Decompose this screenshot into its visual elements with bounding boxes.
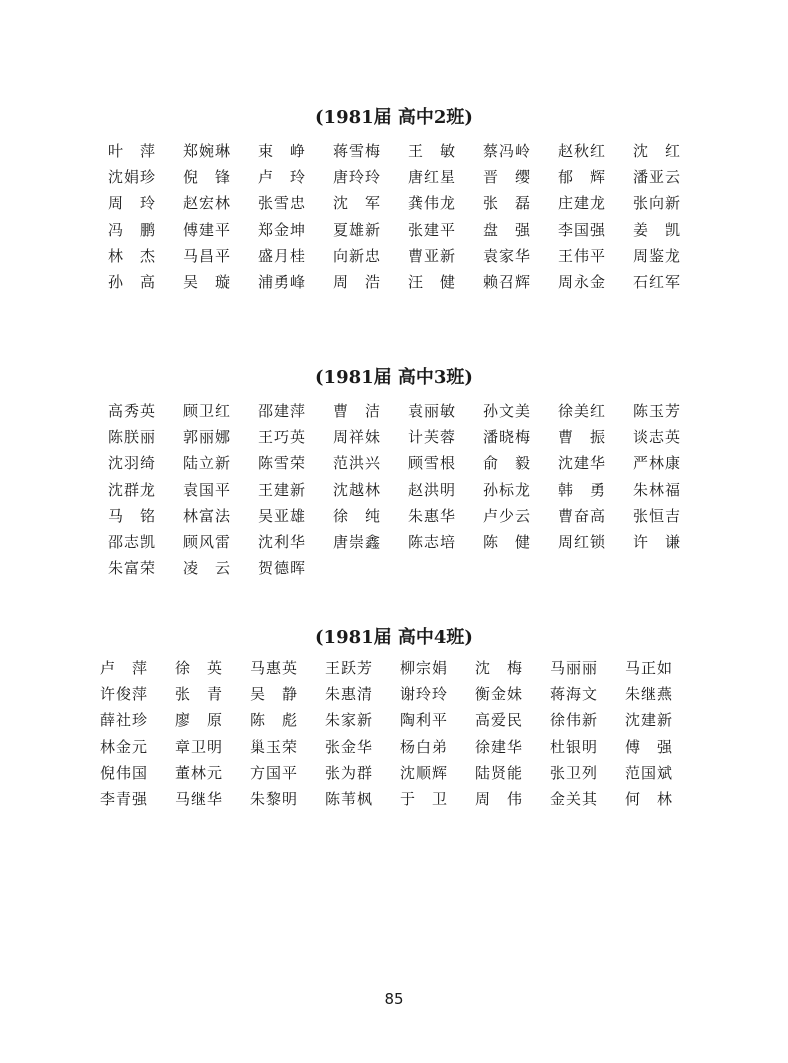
class-4-name-grid [100, 657, 700, 814]
student-name: 龚伟龙 [408, 194, 457, 213]
class-3-name-grid [108, 400, 708, 583]
student-name: 许俊萍 [100, 685, 149, 704]
student-name: 姜 凯 [633, 220, 682, 239]
student-name: 王建新 [258, 480, 307, 499]
student-name: 沈群龙 [108, 480, 157, 499]
student-name: 沈利华 [258, 532, 307, 551]
student-name: 陈朕丽 [108, 428, 157, 447]
student-name: 周 玲 [108, 194, 157, 213]
student-name: 袁国平 [183, 480, 232, 499]
student-name: 曹奋高 [558, 506, 607, 525]
student-name: 傅 强 [625, 737, 674, 756]
student-name: 杨白弟 [400, 737, 449, 756]
student-name: 汪 健 [408, 272, 457, 291]
student-name: 袁丽敏 [408, 402, 457, 420]
student-name: 沈羽绮 [108, 454, 157, 473]
student-name: 陈志培 [408, 532, 457, 551]
student-name: 林富法 [183, 506, 232, 525]
student-name: 董林元 [175, 763, 224, 782]
student-name: 马正如 [625, 659, 674, 677]
class-2-name-grid [108, 140, 708, 297]
student-name: 杜银明 [550, 737, 599, 756]
student-name: 张 青 [175, 685, 224, 704]
student-name: 严林康 [633, 454, 682, 473]
student-name: 张卫列 [550, 763, 599, 782]
student-name: 孙文美 [483, 402, 532, 420]
student-name: 蔡冯岭 [483, 142, 532, 160]
student-name: 朱富荣 [108, 559, 157, 578]
student-name: 马 铭 [108, 506, 157, 525]
student-name: 潘晓梅 [483, 428, 532, 447]
student-name: 王跃芳 [325, 659, 374, 677]
student-name: 衡金妹 [475, 685, 524, 704]
student-name: 朱继燕 [625, 685, 674, 704]
student-name: 沈建华 [558, 454, 607, 473]
student-name: 吴 璇 [183, 272, 232, 291]
student-name: 束 峥 [258, 142, 307, 160]
student-name: 俞 毅 [483, 454, 532, 473]
student-name: 曹 振 [558, 428, 607, 447]
student-name: 薛社珍 [100, 711, 149, 730]
student-name: 陈 彪 [250, 711, 299, 730]
student-name: 邵建萍 [258, 402, 307, 420]
student-name: 朱惠华 [408, 506, 457, 525]
student-name: 陆贤能 [475, 763, 524, 782]
student-name: 柳宗娟 [400, 659, 449, 677]
student-name: 顾风雷 [183, 532, 232, 551]
student-name: 高爱民 [475, 711, 524, 730]
student-name: 郑婉琳 [183, 142, 232, 160]
student-name: 王巧英 [258, 428, 307, 447]
student-name: 周 浩 [333, 272, 382, 291]
student-name: 沈顺辉 [400, 763, 449, 782]
student-name: 马继华 [175, 789, 224, 808]
student-name: 赵秋红 [558, 142, 607, 160]
student-name: 吴 静 [250, 685, 299, 704]
student-name: 张建平 [408, 220, 457, 239]
student-name: 叶 萍 [108, 142, 157, 160]
student-name: 赵宏林 [183, 194, 232, 213]
student-name: 赖召辉 [483, 272, 532, 291]
student-name: 冯 鹏 [108, 220, 157, 239]
student-name: 倪 锋 [183, 168, 232, 187]
student-name: 范洪兴 [333, 454, 382, 473]
student-name: 曹亚新 [408, 246, 457, 265]
student-name: 盘 强 [483, 220, 532, 239]
student-name: 马丽丽 [550, 659, 599, 677]
student-name: 曹 洁 [333, 402, 382, 420]
student-name: 张金华 [325, 737, 374, 756]
student-name: 浦勇峰 [258, 272, 307, 291]
student-name: 沈 梅 [475, 659, 524, 677]
student-name: 王伟平 [558, 246, 607, 265]
student-name: 何 林 [625, 789, 674, 808]
student-name: 陈苇枫 [325, 789, 374, 808]
student-name: 于 卫 [400, 789, 449, 808]
student-name: 陶利平 [400, 711, 449, 730]
student-name: 孙标龙 [483, 480, 532, 499]
student-name: 卢少云 [483, 506, 532, 525]
student-name: 计芙蓉 [408, 428, 457, 447]
student-name: 唐玲玲 [333, 168, 382, 187]
student-name: 陈 健 [483, 532, 532, 551]
student-name: 周红锁 [558, 532, 607, 551]
student-name: 赵洪明 [408, 480, 457, 499]
student-name: 陆立新 [183, 454, 232, 473]
student-name: 许 谦 [633, 532, 682, 551]
student-name: 蒋海文 [550, 685, 599, 704]
student-name: 周鉴龙 [633, 246, 682, 265]
student-name: 盛月桂 [258, 246, 307, 265]
class-3-title: (1981届 高中3班) [315, 367, 473, 388]
student-name: 张 磊 [483, 194, 532, 213]
student-name: 方国平 [250, 763, 299, 782]
student-name: 周永金 [558, 272, 607, 291]
student-name: 张向新 [633, 194, 682, 213]
student-name: 徐 英 [175, 659, 224, 677]
student-name: 向新忠 [333, 246, 382, 265]
student-name: 张为群 [325, 763, 374, 782]
student-name: 庄建龙 [558, 194, 607, 213]
student-name: 范国斌 [625, 763, 674, 782]
student-name: 朱林福 [633, 480, 682, 499]
student-name: 马惠英 [250, 659, 299, 677]
student-name: 韩 勇 [558, 480, 607, 499]
student-name: 沈娟珍 [108, 168, 157, 187]
student-name: 廖 原 [175, 711, 224, 730]
student-name: 徐建华 [475, 737, 524, 756]
student-name: 夏雄新 [333, 220, 382, 239]
student-name: 倪伟国 [100, 763, 149, 782]
student-name: 周祥妹 [333, 428, 382, 447]
student-name: 凌 云 [183, 559, 232, 578]
student-name: 谈志英 [633, 428, 682, 447]
student-name: 唐崇鑫 [333, 532, 382, 551]
class-4-title: (1981届 高中4班) [315, 627, 473, 648]
student-name: 章卫明 [175, 737, 224, 756]
student-name: 沈建新 [625, 711, 674, 730]
student-name: 王 敏 [408, 142, 457, 160]
student-name: 陈玉芳 [633, 402, 682, 420]
student-name: 李青强 [100, 789, 149, 808]
student-name: 沈越林 [333, 480, 382, 499]
student-name: 周 伟 [475, 789, 524, 808]
page-number: 85 [384, 990, 404, 1008]
student-name: 郁 辉 [558, 168, 607, 187]
student-name: 林金元 [100, 737, 149, 756]
class-2-title: (1981届 高中2班) [315, 107, 473, 128]
student-name: 徐美红 [558, 402, 607, 420]
student-name: 卢 萍 [100, 659, 149, 677]
student-name: 陈雪荣 [258, 454, 307, 473]
student-name: 谢玲玲 [400, 685, 449, 704]
student-name: 林 杰 [108, 246, 157, 265]
student-name: 朱家新 [325, 711, 374, 730]
student-name: 袁家华 [483, 246, 532, 265]
student-name: 傅建平 [183, 220, 232, 239]
student-name: 徐伟新 [550, 711, 599, 730]
student-name: 邵志凯 [108, 532, 157, 551]
student-name: 卢 玲 [258, 168, 307, 187]
student-name: 吴亚雄 [258, 506, 307, 525]
student-name: 李国强 [558, 220, 607, 239]
student-name: 沈 军 [333, 194, 382, 213]
student-name: 蒋雪梅 [333, 142, 382, 160]
student-name: 唐红星 [408, 168, 457, 187]
student-name: 徐 纯 [333, 506, 382, 525]
student-name: 朱惠清 [325, 685, 374, 704]
student-name: 张雪忠 [258, 194, 307, 213]
student-name: 晋 缨 [483, 168, 532, 187]
student-name: 郭丽娜 [183, 428, 232, 447]
student-name: 贺德晖 [258, 559, 307, 578]
student-name: 顾雪根 [408, 454, 457, 473]
student-name: 郑金坤 [258, 220, 307, 239]
student-name: 石红军 [633, 272, 682, 291]
student-name: 马昌平 [183, 246, 232, 265]
student-name: 潘亚云 [633, 168, 682, 187]
student-name: 高秀英 [108, 402, 157, 420]
student-name: 沈 红 [633, 142, 682, 160]
student-name: 张恒吉 [633, 506, 682, 525]
student-name: 孙 高 [108, 272, 157, 291]
student-name: 朱黎明 [250, 789, 299, 808]
student-name: 金关其 [550, 789, 599, 808]
student-name: 顾卫红 [183, 402, 232, 420]
student-name: 巢玉荣 [250, 737, 299, 756]
